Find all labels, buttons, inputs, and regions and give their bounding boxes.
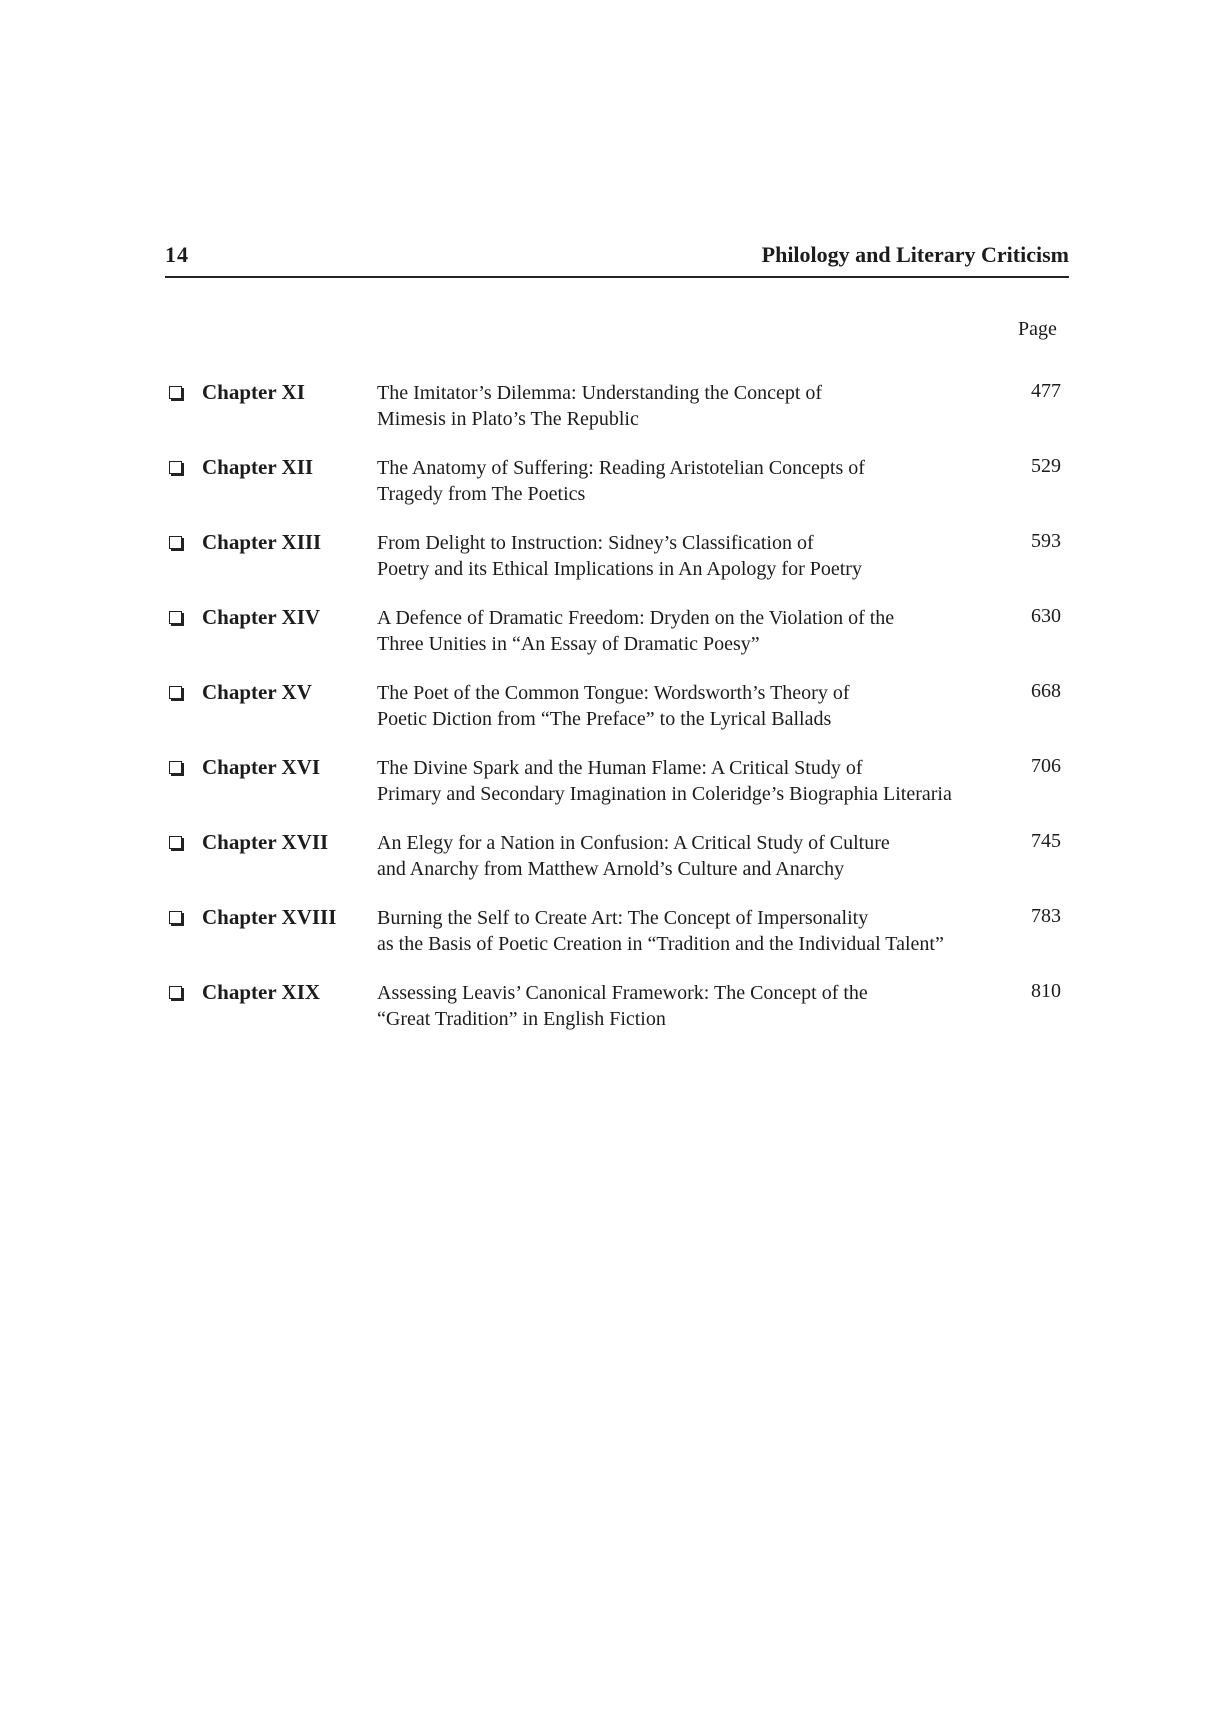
toc-entry-chapter-xi <box>0 380 1214 450</box>
chapter-title <box>377 980 997 1032</box>
chapter-label: Chapter XI <box>202 380 305 404</box>
chapter-title-line: The Anatomy of Suffering: Reading Aristotelian Concepts of <box>377 457 865 479</box>
chapter-label: Chapter XII <box>202 455 314 479</box>
chapter-page-number: 477 <box>1031 380 1061 402</box>
chapter-title <box>377 905 997 957</box>
chapter-title-line: Three Unities in “An Essay of Dramatic Poesy” <box>377 633 760 655</box>
checkbox-bullet-icon <box>169 836 182 849</box>
chapter-title <box>377 605 997 657</box>
page-number: 14 <box>165 242 189 267</box>
running-title: Philology and Literary Criticism <box>761 242 1069 267</box>
toc-entry-chapter-xiii <box>0 530 1214 600</box>
chapter-label: Chapter XV <box>202 680 312 704</box>
chapter-title <box>377 380 997 432</box>
checkbox-bullet-icon <box>169 611 182 624</box>
chapter-title-line: as the Basis of Poetic Creation in “Tradition and the Individual Talent” <box>377 933 944 955</box>
chapter-title-line: The Divine Spark and the Human Flame: A Critical Study of <box>377 757 863 779</box>
chapter-page-number: 630 <box>1031 605 1061 627</box>
chapter-title-line: The Imitator’s Dilemma: Understanding the Concept of <box>377 382 823 404</box>
checkbox-bullet-icon <box>169 911 182 924</box>
chapter-page-number: 810 <box>1031 980 1061 1002</box>
chapter-page-number: 668 <box>1031 680 1061 702</box>
chapter-title <box>377 680 997 732</box>
chapter-title-line: Tragedy from The Poetics <box>377 483 586 505</box>
checkbox-bullet-icon <box>169 536 182 549</box>
chapter-title-line: and Anarchy from Matthew Arnold’s Culture and Anarchy <box>377 858 845 880</box>
checkbox-bullet-icon <box>169 986 182 999</box>
toc-entry-chapter-xii <box>0 455 1214 525</box>
checkbox-bullet-icon <box>169 386 182 399</box>
chapter-title <box>377 755 997 807</box>
toc-entry-chapter-xix <box>0 980 1214 1050</box>
chapter-page-number: 529 <box>1031 455 1061 477</box>
chapter-label: Chapter XVIII <box>202 905 337 929</box>
chapter-title-line: Assessing Leavis’ Canonical Framework: The Concept of the <box>377 982 868 1004</box>
toc-entry-chapter-xvi <box>0 755 1214 825</box>
running-header <box>165 236 1069 278</box>
toc-entry-chapter-xviii <box>0 905 1214 975</box>
chapter-title <box>377 455 997 507</box>
chapter-label: Chapter XIX <box>202 980 321 1004</box>
checkbox-bullet-icon <box>169 461 182 474</box>
chapter-title-line: A Defence of Dramatic Freedom: Dryden on the Violation of the <box>377 607 895 629</box>
chapter-title-line: The Poet of the Common Tongue: Wordsworth’s Theory of <box>377 682 850 704</box>
chapter-title-line: Burning the Self to Create Art: The Concept of Impersonality <box>377 907 869 929</box>
checkbox-bullet-icon <box>169 686 182 699</box>
chapter-title-line: Mimesis in Plato’s The Republic <box>377 408 639 430</box>
chapter-title-line: Poetic Diction from “The Preface” to the Lyrical Ballads <box>377 708 832 730</box>
chapter-label: Chapter XVI <box>202 755 321 779</box>
chapter-page-number: 745 <box>1031 830 1061 852</box>
toc-entry-chapter-xiv <box>0 605 1214 675</box>
checkbox-bullet-icon <box>169 761 182 774</box>
chapter-title-line: Primary and Secondary Imagination in Coleridge’s Biographia Literaria <box>377 783 952 805</box>
chapter-title-line: From Delight to Instruction: Sidney’s Classification of <box>377 532 814 554</box>
chapter-title-line: Poetry and its Ethical Implications in An Apology for Poetry <box>377 558 862 580</box>
chapter-label: Chapter XIV <box>202 605 321 629</box>
chapter-page-number: 783 <box>1031 905 1061 927</box>
chapter-title-line: “Great Tradition” in English Fiction <box>377 1008 666 1030</box>
chapter-title <box>377 530 997 582</box>
chapter-page-number: 593 <box>1031 530 1061 552</box>
chapter-label: Chapter XIII <box>202 530 322 554</box>
toc-entry-chapter-xv <box>0 680 1214 750</box>
chapter-label: Chapter XVII <box>202 830 329 854</box>
toc-entry-chapter-xvii <box>0 830 1214 900</box>
chapter-title <box>377 830 997 882</box>
chapter-title-line: An Elegy for a Nation in Confusion: A Critical Study of Culture <box>377 832 890 854</box>
page-column-heading: Page <box>1018 318 1057 340</box>
chapter-page-number: 706 <box>1031 755 1061 777</box>
